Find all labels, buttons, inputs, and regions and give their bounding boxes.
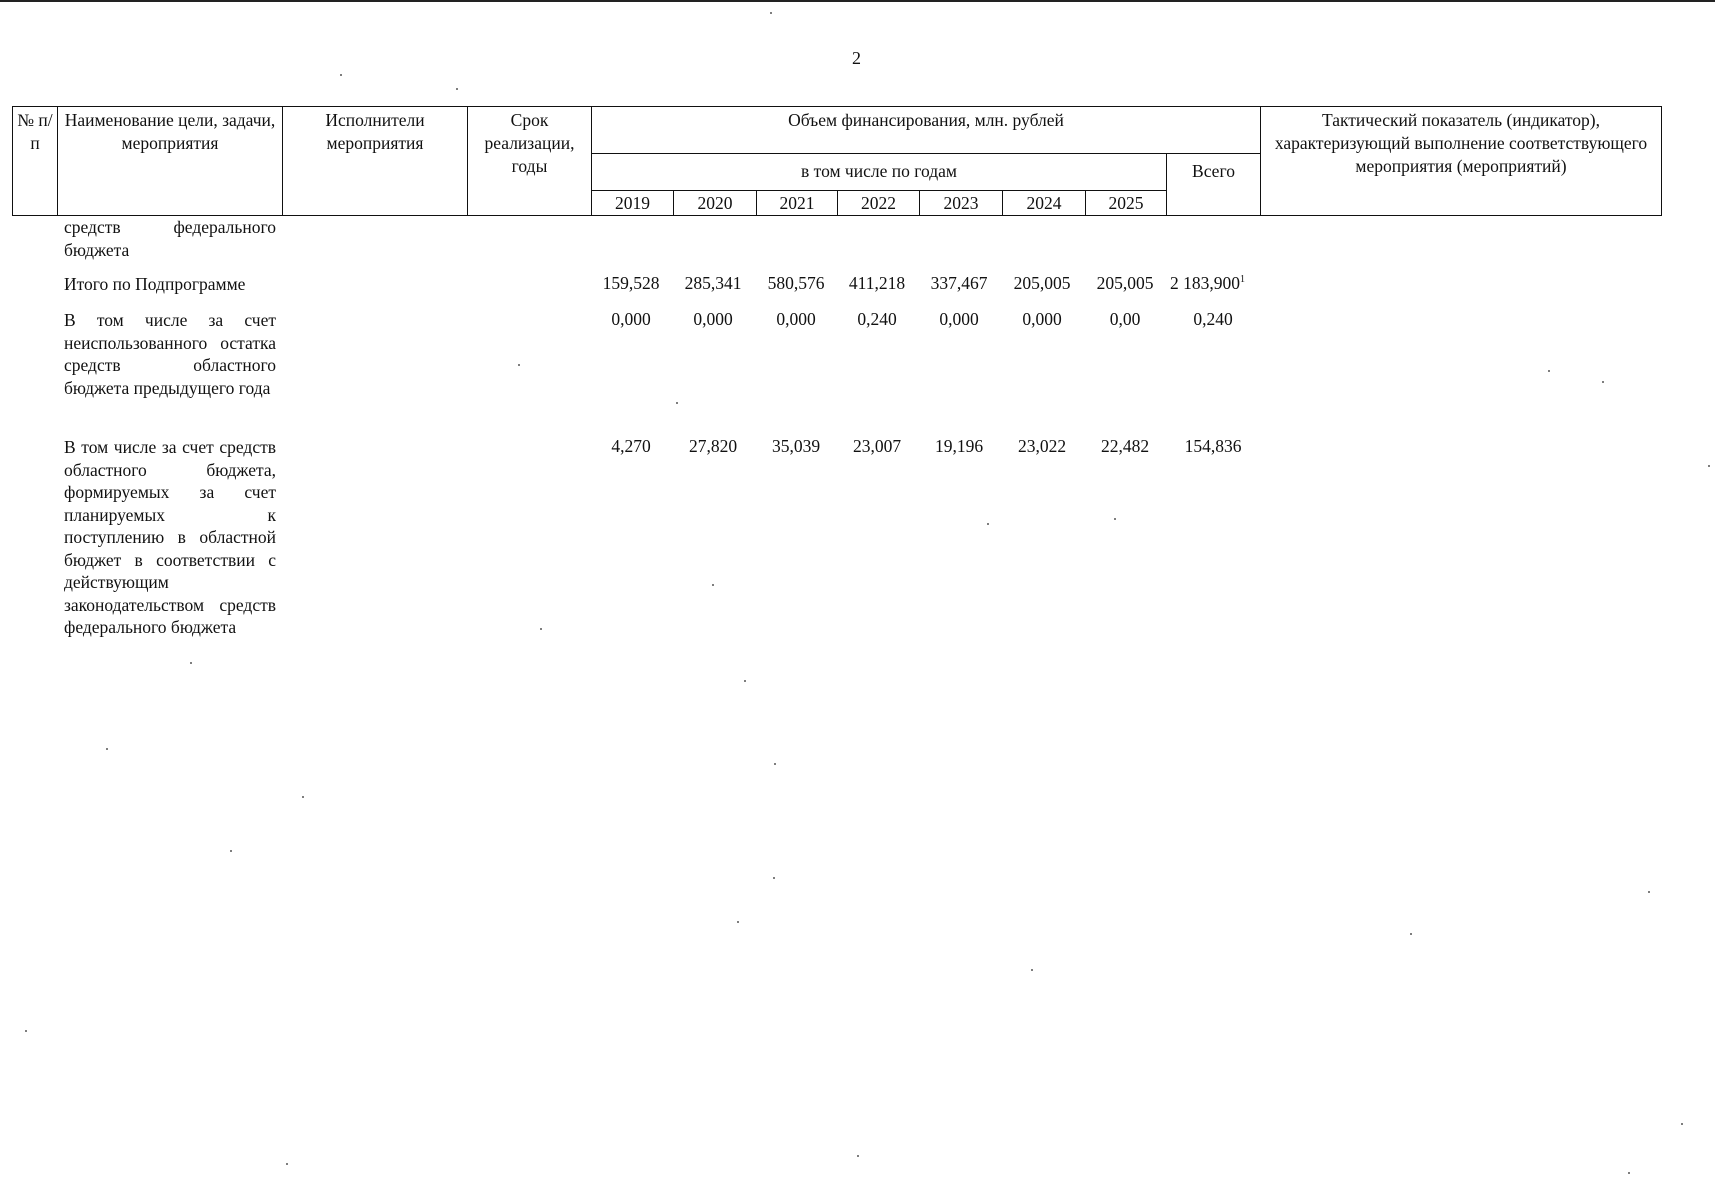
row-3-value-2021: 35,039 bbox=[771, 436, 821, 456]
scan-speck bbox=[286, 1163, 288, 1165]
row-1-value-2025: 205,005 bbox=[1096, 273, 1154, 293]
row-2-value-2020: 0,000 bbox=[693, 309, 733, 329]
row-0-name: средств федерального бюджета bbox=[64, 217, 276, 260]
row-1-value-2023: 337,467 bbox=[930, 273, 988, 293]
row-1-value-2024: 205,005 bbox=[1013, 273, 1071, 293]
row-2-value-2021: 0,000 bbox=[776, 309, 816, 329]
scan-speck bbox=[456, 88, 458, 90]
row-1-value-2019: 159,528 bbox=[602, 273, 660, 293]
scan-speck bbox=[712, 584, 714, 586]
header-year-2021: 2021 bbox=[757, 191, 838, 216]
row-3-name: В том числе за счет средств областного бюджета, формируемых за счет планируемых к поступлению в областной бюджет в соответствии с действующим законодательством средств федерального бюджета bbox=[64, 437, 276, 637]
table-header bbox=[12, 106, 1662, 216]
header-name: Наименование цели, задачи, мероприятия bbox=[58, 107, 283, 216]
row-1-name: Итого по Подпрограмме bbox=[64, 274, 246, 294]
row-3-value-2023: 19,196 bbox=[934, 436, 984, 456]
row-2-value-2019: 0,000 bbox=[611, 309, 651, 329]
row-2-value-2022: 0,240 bbox=[857, 309, 897, 329]
page-number: 2 bbox=[852, 48, 861, 68]
scan-speck bbox=[774, 763, 776, 765]
scan-speck bbox=[340, 74, 342, 76]
scan-speck bbox=[1628, 1172, 1630, 1174]
scan-speck bbox=[987, 523, 989, 525]
header-num: № п/п bbox=[13, 107, 58, 216]
header-term: Срок реализации, годы bbox=[468, 107, 592, 216]
scan-speck bbox=[857, 1155, 859, 1157]
row-1-total-footnote: 1 bbox=[1240, 274, 1245, 286]
header-executors: Исполнители мероприятия bbox=[283, 107, 468, 216]
page-top-border bbox=[0, 0, 1715, 2]
row-3-value-2022: 23,007 bbox=[852, 436, 902, 456]
scan-speck bbox=[540, 628, 542, 630]
header-by-years: в том числе по годам bbox=[592, 154, 1167, 191]
row-3-value-2024: 23,022 bbox=[1017, 436, 1067, 456]
scan-speck bbox=[1602, 381, 1604, 383]
scan-speck bbox=[518, 364, 520, 366]
scan-speck bbox=[1681, 1123, 1683, 1125]
header-year-2019: 2019 bbox=[592, 191, 674, 216]
row-2-name: В том числе за счет неиспользованного остатка средств областного бюджета предыдущего года bbox=[64, 310, 276, 398]
row-1-total: 2 183,900$^1$ bbox=[1170, 273, 1245, 293]
header-year-2024: 2024 bbox=[1003, 191, 1086, 216]
scan-speck bbox=[1114, 518, 1116, 520]
scan-speck bbox=[106, 748, 108, 750]
scan-speck bbox=[230, 850, 232, 852]
scan-speck bbox=[744, 680, 746, 682]
row-1-value-2020: 285,341 bbox=[684, 273, 742, 293]
scan-speck bbox=[676, 402, 678, 404]
row-1-value-2021: 580,576 bbox=[767, 273, 825, 293]
row-2-total: 0,240 bbox=[1193, 309, 1233, 329]
row-2-value-2024: 0,000 bbox=[1022, 309, 1062, 329]
scan-speck bbox=[1548, 370, 1550, 372]
row-3-value-2019: 4,270 bbox=[611, 436, 651, 456]
header-year-2025: 2025 bbox=[1086, 191, 1167, 216]
row-3-value-2025: 22,482 bbox=[1100, 436, 1150, 456]
header-total: Всего bbox=[1167, 154, 1261, 216]
scan-speck bbox=[1708, 465, 1710, 467]
row-1-value-2022: 411,218 bbox=[848, 273, 906, 293]
scan-speck bbox=[1031, 969, 1033, 971]
header-year-2023: 2023 bbox=[920, 191, 1003, 216]
scan-speck bbox=[190, 662, 192, 664]
header-funding: Объем финансирования, млн. рублей bbox=[592, 107, 1261, 154]
row-3-total: 154,836 bbox=[1184, 436, 1242, 456]
scan-speck bbox=[737, 921, 739, 923]
scan-speck bbox=[25, 1030, 27, 1032]
scan-speck bbox=[1648, 891, 1650, 893]
scan-speck bbox=[302, 796, 304, 798]
header-year-2022: 2022 bbox=[838, 191, 920, 216]
row-3-value-2020: 27,820 bbox=[688, 436, 738, 456]
scan-speck bbox=[773, 877, 775, 879]
header-year-2020: 2020 bbox=[674, 191, 757, 216]
header-indicator: Тактический показатель (индикатор), характеризующий выполнение соответствующего мероприятия (мероприятий) bbox=[1261, 107, 1662, 216]
scan-speck bbox=[770, 12, 772, 14]
scan-speck bbox=[1410, 933, 1412, 935]
row-2-value-2023: 0,000 bbox=[939, 309, 979, 329]
row-2-value-2025: 0,00 bbox=[1109, 309, 1141, 329]
